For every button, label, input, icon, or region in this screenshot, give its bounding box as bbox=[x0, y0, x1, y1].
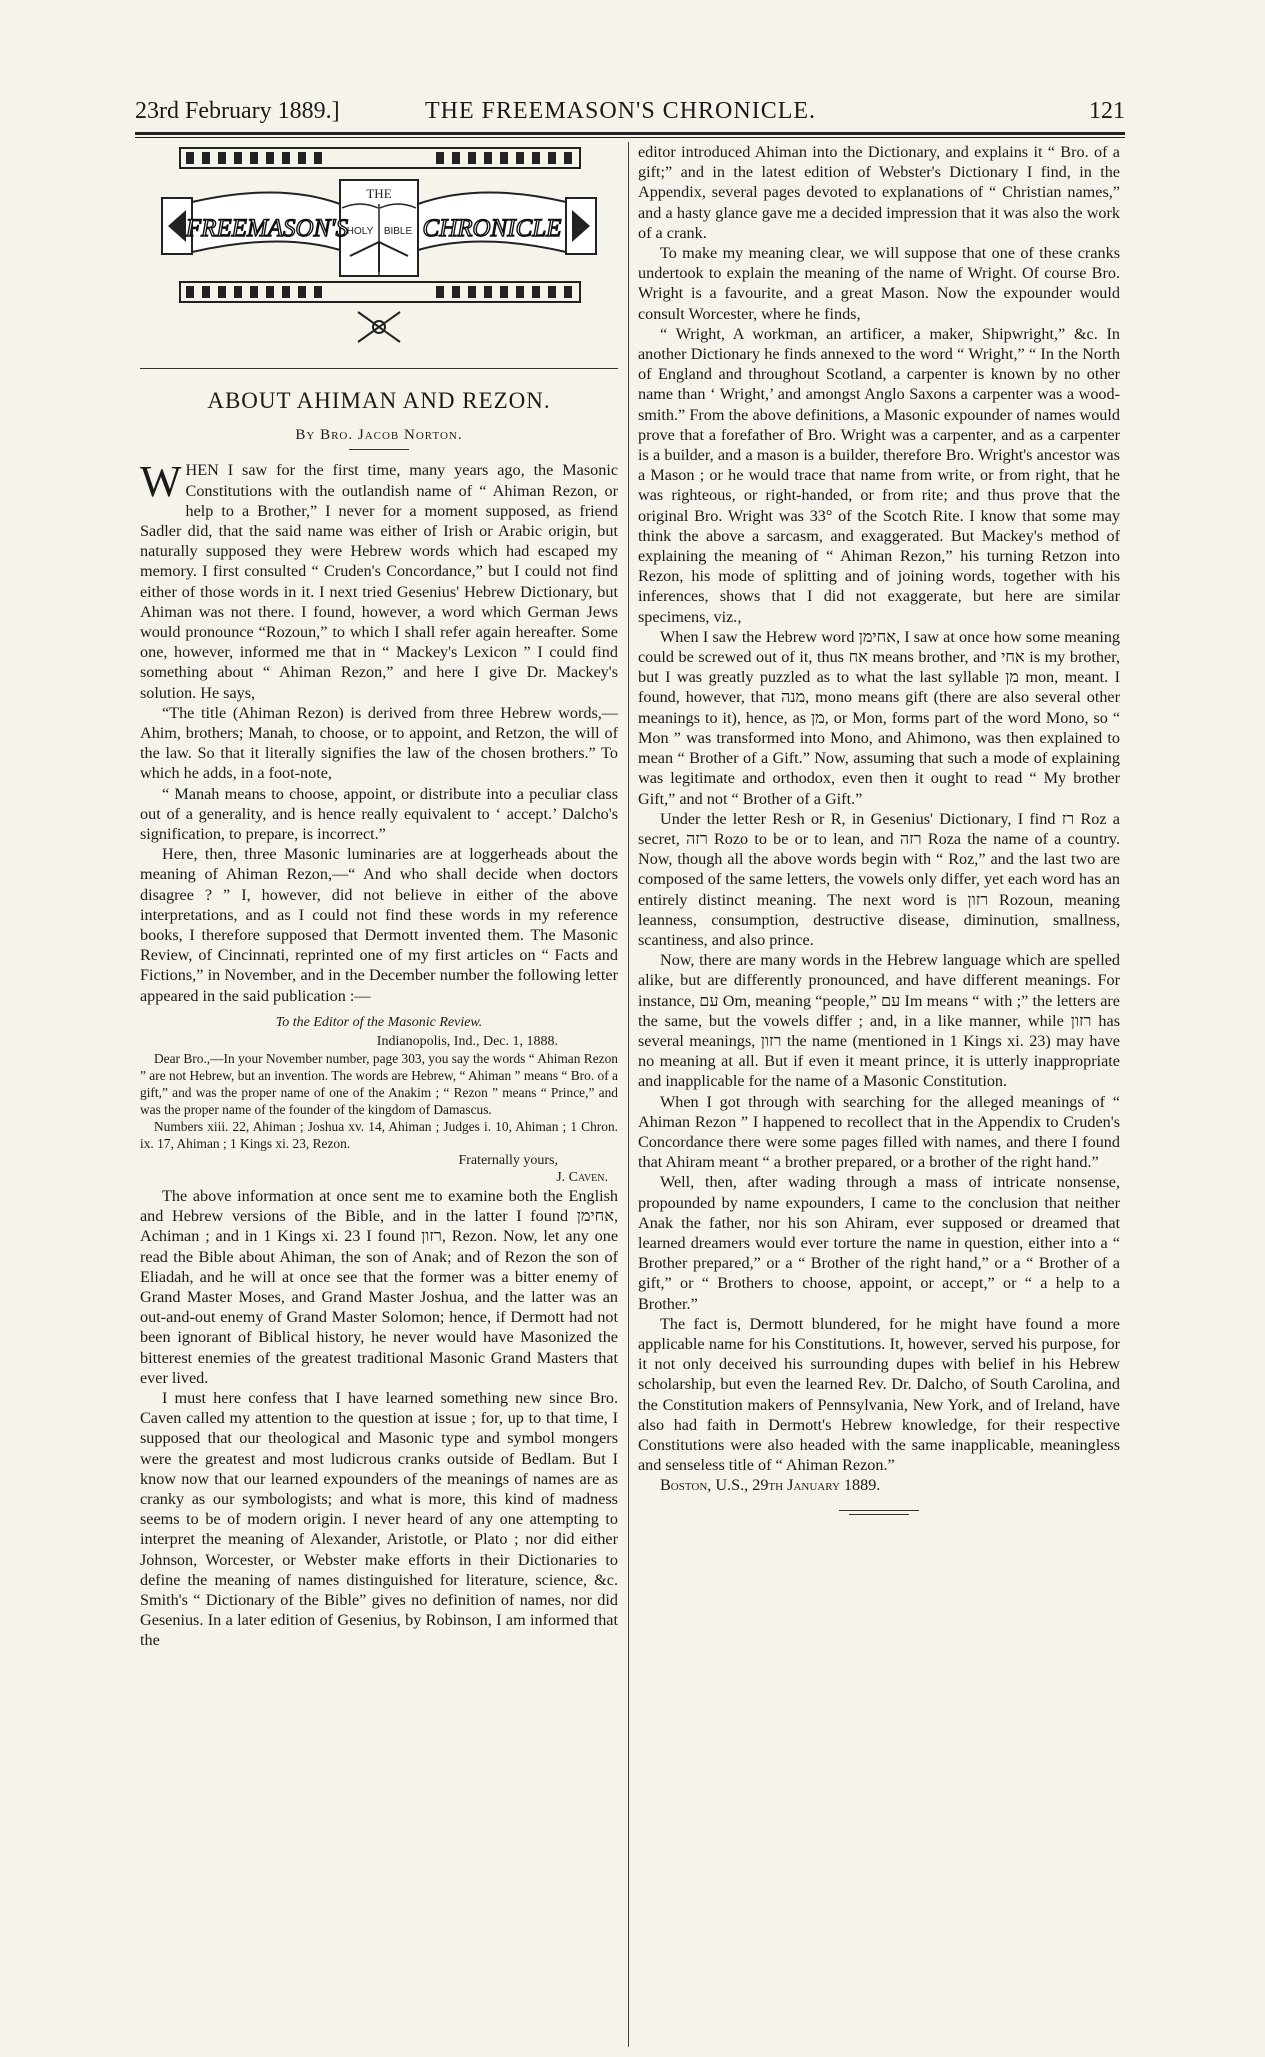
column-divider bbox=[628, 142, 629, 2047]
letter-salutation: To the Editor of the Masonic Review. bbox=[275, 1014, 483, 1030]
masthead-rule bbox=[140, 368, 618, 369]
header-rule-thin bbox=[135, 137, 1125, 138]
letter-closing: Fraternally yours, bbox=[458, 1152, 558, 1168]
masthead-illustration bbox=[140, 142, 618, 362]
masthead-holy-label: HOLY bbox=[346, 226, 374, 237]
issue-date: 23rd February 1889.] bbox=[135, 98, 340, 124]
end-rule bbox=[839, 1510, 919, 1511]
paragraph: The above information at once sent me to examine both the English and Hebrew versions of the Bible, and in the latter I found אחימן, Achiman ; and in 1 Kings xi. 23 I found רזון, Rezon. Now, let any one read the Bible about Ahiman, the son of Anak; and of Rezon the son of Eliadah, and he will at once see that the former was a bitter enemy of Grand Master Moses, and Grand Master Joshua, and the latter was an out-and-out enemy of Grand Master Solomon; hence, if Dermott had not been ignorant of Biblical history, he never would have Masonized the bitterest enemies of the greatest traditional Masonic Grand Masters that ever lived. bbox=[140, 1186, 619, 1387]
masthead-right-word: CHRONICLE bbox=[422, 215, 562, 242]
paragraph: When I saw the Hebrew word אחימן, I saw at once how some meaning could be screwed out of it, thus אח means brother, and אחי is my brother, but I was greatly puzzled as to what the last syllable מן mon, meant. I found, however, that מנה, mono means gift (there are also several other meanings to it), hence, as מן, or Mon, forms part of the word Mono, so “ Mon ” was transformed into Mono, and Ahimono, was then explained to mean “ Brother of a Gift.” Now, assuming that such a mode of explaining was legitimate and orthodox, even then it ought to read “ My brother Gift,” and not “ Brother of a Gift.” bbox=[638, 627, 1121, 808]
publication-title: THE FREEMASON'S CHRONICLE. bbox=[425, 98, 817, 124]
paragraph: “ Wright, A workman, an artificer, a maker, Shipwright,” &c. In another Dictionary he finds annexed to the word “ Wright,” “ In the North of England and throughout Scotland, a carpenter is known by no other name than ‘ Wright,’ and amongst Anglo Saxons a carpenter was a wood-smith.” From the above definitions, a Masonic expounder of names would prove that a forefather of Bro. Wright was a carpenter, and as a carpenter is a builder, and a mason is a builder, therefore Bro. Wright's ancestor was a Mason ; or he would trace that name from write, or from right, that he was righteous, or right-handed, or from rite; and thus prove that the original Bro. Wright was 33° of the Scotch Rite. I know that some may think the above a sarcasm, and exaggerated. But Mackey's method of explaining the meaning of “ Ahiman Rezon,” his turning Retzon into Rezon, his mode of splitting and of joining words, together with his inferences, shows that I did not exaggerate, but here are similar specimens, viz., bbox=[638, 324, 1120, 626]
header-rule bbox=[135, 132, 1125, 135]
paragraph: “ Manah means to choose, appoint, or distribute into a peculiar class out of a generality, and is hence really equivalent to ‘ accept.’ Dalcho's signification, to prepare, is incorrect.” bbox=[140, 784, 618, 844]
end-rule-short bbox=[849, 1514, 909, 1515]
left-column bbox=[140, 142, 618, 1651]
paragraph: Well, then, after wading through a mass of intricate nonsense, propounded by name expounders, I came to the conclusion that neither Anak the father, nor his son Ahiram, ever supposed or dreamed that learned dreamers would ever torture the name in question, either into a “ Brother prepared,” or a “ Brother of the right hand,” or a “ Brother of a gift,” or “ Brothers to choose, appoint, or accept,” or “ a help to a Brother.” bbox=[638, 1173, 1120, 1313]
masthead-bible-label: BIBLE bbox=[383, 226, 413, 237]
letter-paragraph: Numbers xiii. 22, Ahiman ; Joshua xv. 14, Ahiman ; Judges i. 10, Ahiman ; 1 Chron. ix. 17, Ahiman ; 1 Kings xi. 23, Rezon. bbox=[140, 1118, 618, 1151]
paragraph: “The title (Ahiman Rezon) is derived from three Hebrew words,—Ahim, brothers; Manah, to choose, or to appoint, and Retzon, the will of the law. So that it literally signifies the law of the chosen brothers.” To which he adds, in a foot-note, bbox=[140, 703, 618, 783]
right-column bbox=[638, 142, 1120, 1515]
masthead-logo bbox=[140, 142, 618, 362]
masthead-the-label: THE bbox=[366, 186, 392, 201]
paragraph: When I got through with searching for the alleged meanings of “ Ahiman Rezon ” I happened to recollect that in the Appendix to Cruden's Concordance there were some pages filled with names, and there I found that Ahiram meant “ a brother prepared, or a brother of the right hand.” bbox=[638, 1092, 1120, 1172]
paragraph: I must here confess that I have learned something new since Bro. Caven called my attention to the question at issue ; for, up to that time, I supposed that our theological and Masonic type and symbol mongers were the greatest and most ludicrous cranks outside of Bedlam. But I know now that our learned expounders of the meanings of names are as cranky as our symbologists; and what is more, this kind of madness seems to be of modern origin. I never heard of any one attempting to interpret the meaning of Alexander, Aristotle, or Plato ; nor did either Johnson, Worcester, or Webster make efforts in their Dictionaries to define the meaning of names distinguished for literature, science, &c. Smith's “ Dictionary of the Bible” gives no definition of names, nor did Gesenius. In a later edition of Gesenius, by Robinson, I am informed that the bbox=[140, 1388, 618, 1650]
letter-place-date: Indianopolis, Ind., Dec. 1, 1888. bbox=[376, 1033, 558, 1049]
page-header bbox=[135, 98, 1125, 134]
paragraph: Under the letter Resh or R, in Gesenius' Dictionary, I find רז Roz a secret, רזה Rozo to be or to lean, and רזה Roza the name of a country. Now, though all the above words begin with “ Roz,” and the last two are composed of the same letters, the vowels only differ, yet each word has an entirely distinct meaning. The next word is רזון Rozoun, meaning leanness, consumption, destructive disease, diminution, smallness, scantiness, and also prince. bbox=[638, 809, 1121, 949]
dateline: Boston, U.S., 29th January 1889. bbox=[660, 1476, 881, 1495]
masthead-left-word: FREEMASON'S bbox=[185, 215, 349, 242]
continuation-paragraph: editor introduced Ahiman into the Dictionary, and explains it “ Bro. of a gift;” and in the latest edition of Webster's Dictionary I find, in the Appendix, several pages devoted to explanations of “ Christian names,” and a hasty glance gave me a decided impression that it was also the work of a crank. bbox=[638, 143, 1120, 242]
paragraph: Here, then, three Masonic luminaries are at loggerheads about the meaning of Ahiman Rezon,—“ And who shall decide when doctors disagree ? ” I, however, did not believe in either of the above interpretations, and as I could not find these words in my reference books, I therefore supposed that Dermott invented them. The Masonic Review, of Cincinnati, reprinted one of my first articles on “ Facts and Fictions,” in November, and in the December number the following letter appeared in the said publication :— bbox=[140, 845, 618, 1005]
paragraph: To make my meaning clear, we will suppose that one of these cranks undertook to explain the meaning of the name of Wright. Of course Bro. Wright is a favourite, and a great Mason. Now the expounder would consult Worcester, where he finds, bbox=[638, 244, 1120, 323]
paragraph: Now, there are many words in the Hebrew language which are spelled alike, but are differently pronounced, and have different meanings. For instance, עם Om, meaning “people,” עם Im means “ with ;” the letters are the same, but the vowels differ ; and, in a like manner, while רזון has several meanings, רזון the name (mentioned in 1 Kings xi. 23) may have no meaning at all. But if even it meant prince, it is utterly inappropriate and inapplicable for the name of a Masonic Constitution. bbox=[638, 951, 1120, 1091]
article-byline: By Bro. Jacob Norton. bbox=[295, 427, 463, 444]
letter-paragraph: Dear Bro.,—In your November number, page 303, you say the words “ Ahiman Rezon ” are not Hebrew, but an invention. The words are Hebrew, “ Ahiman ” means “ Bro. of a gift,” and was the proper name of one of the Anakim ; “ Rezon ” means “ Prince,” and was the proper name of the founder of the kingdom of Damascus. bbox=[140, 1050, 618, 1117]
letter-signature: J. Caven. bbox=[556, 1169, 608, 1185]
article-title: ABOUT AHIMAN AND REZON. bbox=[207, 388, 551, 413]
opening-paragraph: WHEN I saw for the first time, many years ago, the Masonic Constitutions with the outlandish name of “ Ahiman Rezon, or help to a Brother,” I never for a moment supposed, as friend Sadler did, that the said name was either of Irish or Arabic origin, but naturally supposed they were Hebrew words which had escaped my memory. I first consulted “ Cruden's Concordance,” but I could not find either of those words in it. I next tried Gesenius' Hebrew Dictionary, but Ahiman was not there. I found, however, a word which German Jews would pronounce “Rozoun,” to which I shall refer again hereafter. Some one, however, informed me that in “ Mackey's Lexicon ” I could find something about “ Ahiman Rezon,” and here I give Dr. Mackey's solution. He says, bbox=[140, 457, 618, 702]
drop-cap: W bbox=[140, 457, 182, 507]
page-number: 121 bbox=[1089, 98, 1125, 124]
byline-rule bbox=[349, 449, 409, 450]
paragraph: The fact is, Dermott blundered, for he might have found a more applicable name for his Constitutions. It, however, served his purpose, for it not only deceived his surrounding dupes with belief in his Hebrew scholarship, but even the learned Rev. Dr. Dalcho, of South Carolina, and the Constitution makers of Pennsylvania, New York, and of Ireland, have also had faith in Dermott's Hebrew knowledge, for their respective Constitutions were also headed with the same inapplicable, meaningless and senseless title of “ Ahiman Rezon.” bbox=[638, 1314, 1120, 1475]
reprinted-letter bbox=[140, 1014, 618, 1186]
